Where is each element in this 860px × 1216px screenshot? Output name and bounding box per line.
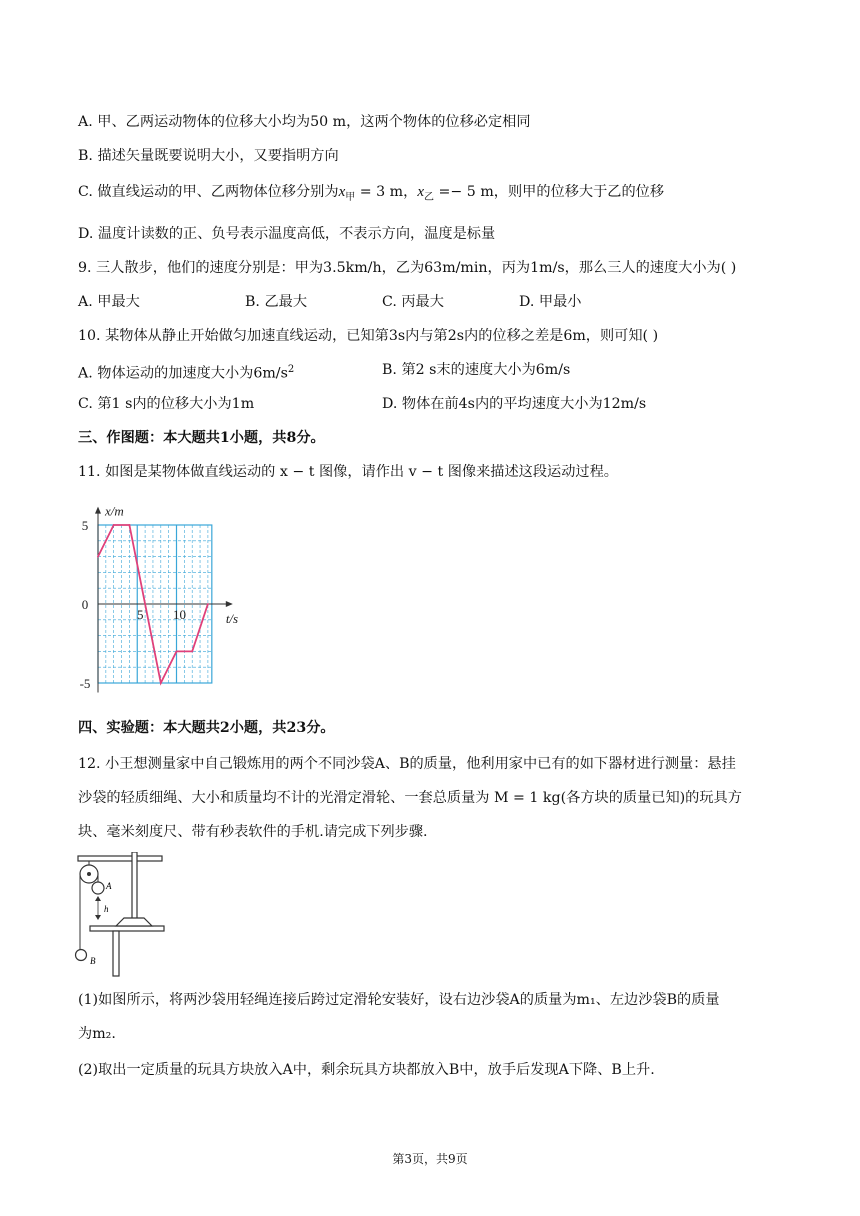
- data-point: [113, 524, 115, 526]
- pulley-axle: [87, 872, 91, 876]
- label-h: h: [104, 904, 109, 914]
- q8-option-c-sub2: 乙: [424, 191, 434, 203]
- height-arrow-bottom: [95, 915, 101, 920]
- q12-line-2: 沙袋的轻质细绳、大小和质量均不计的光滑定滑轮、一套总质量为 M = 1 kg(各方块的质量已知)的玩具方: [78, 790, 742, 806]
- q12-step2: (2)取出一定质量的玩具方块放入A中，剩余玩具方块都放入B中，放手后发现A下降、B上升.: [78, 1062, 655, 1078]
- bag-b-icon: [76, 950, 87, 961]
- q8-option-c: [78, 182, 664, 208]
- q12-line-3: 块、毫米刻度尺、带有秒表软件的手机.请完成下列步骤.: [78, 824, 428, 840]
- q8-option-c-x1: x: [338, 184, 346, 200]
- q8-option-c-suffix: =− 5 m，则甲的位移大于乙的位移: [434, 184, 665, 200]
- q9-option-b: B. 乙最大: [245, 294, 308, 310]
- q12-step1-line-1: (1)如图所示，将两沙袋用轻绳连接后跨过定滑轮安装好，设右边沙袋A的质量为m₁、左边沙袋B的质量: [78, 992, 720, 1008]
- bag-a-icon: [92, 882, 104, 894]
- page-footer: 第3页，共9页: [392, 1152, 468, 1166]
- section-3-heading: 三、作图题：本大题共1小题，共8分。: [78, 430, 325, 446]
- data-point: [207, 603, 209, 605]
- q8-option-c-mid: = 3 m，: [355, 184, 418, 200]
- x-axis-label: t/s: [225, 611, 239, 626]
- q8-option-c-prefix: C. 做直线运动的甲、乙两物体位移分别为: [78, 184, 339, 200]
- y-axis-label: x/m: [105, 503, 124, 519]
- support-beam: [78, 856, 162, 861]
- platform: [90, 926, 164, 931]
- y-tick-label: 0: [81, 597, 89, 612]
- x-tick-label: 5: [137, 607, 144, 622]
- q8-option-c-x2: x: [417, 184, 424, 200]
- data-point: [176, 651, 178, 653]
- q10-option-a-text: A. 物体运动的加速度大小为6m/s: [78, 365, 288, 382]
- q8-option-d: D. 温度计读数的正、负号表示温度高低，不表示方向，温度是标量: [78, 226, 496, 242]
- q11-stem: 11. 如图是某物体做直线运动的 x − t 图像，请作出 v − t 图像来描述这段运动过程。: [78, 464, 618, 480]
- q10-option-a-sup: 2: [287, 364, 295, 375]
- y-axis-arrow: [95, 507, 101, 514]
- xt-graph: [78, 492, 388, 702]
- label-b: B: [90, 956, 96, 966]
- q9-stem: 9. 三人散步，他们的速度分别是：甲为3.5km/h，乙为63m/min，丙为1m/s，那么三人的速度大小为( ): [78, 260, 737, 276]
- data-point: [129, 524, 131, 526]
- q10-option-b: B. 第2 s末的速度大小为6m/s: [382, 362, 571, 378]
- q9-option-a: A. 甲最大: [78, 294, 140, 310]
- q8-option-b: B. 描述矢量既要说明大小，又要指明方向: [78, 148, 339, 164]
- x-axis-arrow: [226, 601, 233, 607]
- label-a: A: [106, 881, 112, 891]
- platform-stand: [113, 931, 119, 976]
- q9-option-d: D. 甲最小: [519, 294, 582, 310]
- section-4-heading: 四、实验题：本大题共2小题，共23分。: [78, 720, 335, 736]
- q8-option-a: A. 甲、乙两运动物体的位移大小均为50 m，这两个物体的位移必定相同: [78, 114, 531, 130]
- y-tick-label: 5: [81, 518, 89, 533]
- q10-option-d: D. 物体在前4s内的平均速度大小为12m/s: [382, 396, 647, 412]
- q10-stem: 10. 某物体从静止开始做匀加速直线运动，已知第3s内与第2s内的位移之差是6m，则可知( ): [78, 328, 659, 344]
- q9-option-c: C. 丙最大: [382, 294, 444, 310]
- data-point: [160, 682, 162, 684]
- q12-step1-line-2: 为m₂.: [78, 1026, 116, 1042]
- q8-option-c-sub1: 甲: [345, 191, 356, 203]
- support-post: [132, 852, 137, 922]
- pulley-apparatus-figure: [72, 852, 182, 980]
- data-point: [191, 651, 193, 653]
- height-arrow-top: [95, 896, 101, 901]
- q12-line-1: 12. 小王想测量家中自己锻炼用的两个不同沙袋A、B的质量，他利用家中已有的如下器材进行测量：悬挂: [78, 756, 736, 772]
- q10-option-a: [78, 360, 294, 384]
- x-tick-label: 10: [173, 607, 186, 622]
- platform-base: [116, 918, 152, 926]
- q10-option-c: C. 第1 s内的位移大小为1m: [78, 396, 255, 412]
- y-tick-label: -5: [79, 676, 91, 691]
- data-point: [97, 556, 99, 558]
